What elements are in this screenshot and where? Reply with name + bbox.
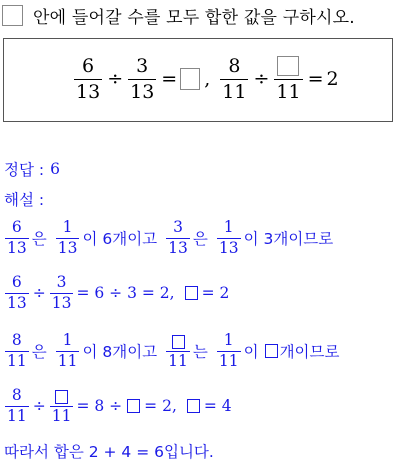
divide-sign: ÷	[253, 68, 270, 90]
answer-blank-icon	[2, 5, 23, 26]
conclusion-line	[4, 440, 214, 462]
explanation-label-line	[4, 188, 44, 210]
fraction: $\frac{8}{11}$	[7, 331, 27, 370]
fraction: $\frac{3}{13}$	[168, 218, 188, 257]
explanation-label: 해설 :	[4, 191, 45, 209]
question-instruction: 안에 들어갈 수를 모두 합한 값을 구하시오.	[33, 7, 355, 28]
fraction: $\frac{8}{11}$	[222, 54, 247, 103]
conclusion-text: 따라서 합은 2 + 4 = 6입니다.	[4, 443, 214, 461]
fraction-with-blank-numerator: 11	[166, 333, 190, 369]
blank-square-icon	[185, 286, 198, 300]
result-value: 2	[326, 68, 339, 90]
fraction: $\frac{1}{11}$	[218, 331, 239, 370]
blank-square-icon	[187, 399, 200, 413]
answer-line	[4, 158, 60, 180]
explanation-line-3: $\frac{8}{11}$ 은 $\frac{1}{11}$ 이 8개이고 11 는 $\frac{1}{11}$ 이 개이므로	[7, 331, 340, 370]
equals-sign: =	[307, 68, 324, 90]
answer-value: 6	[50, 160, 60, 178]
comma: ,	[204, 68, 211, 90]
fraction: $\frac{1}{13}$	[57, 218, 78, 257]
question-row	[2, 0, 355, 30]
explanation-line-2: $\frac{6}{13}$ ÷ $\frac{3}{13}$ = 6 ÷ 3 = 2, = 2	[7, 273, 230, 312]
explanation-line-1: $\frac{6}{13}$ 은 $\frac{1}{13}$ 이 6개이고 $\frac{3}{13}$ 은 $\frac{1}{13}$ 이 3개이므로	[7, 218, 334, 257]
problem-expression	[72, 56, 339, 102]
fraction: $\frac{8}{11}$	[7, 386, 27, 425]
fraction: $\frac{6}{13}$	[7, 218, 27, 257]
blank-square-icon	[265, 344, 278, 358]
equals-sign: =	[161, 68, 178, 90]
fraction: $\frac{1}{13}$	[218, 218, 239, 257]
explanation-line-4: $\frac{8}{11}$ ÷ 11 = 8 ÷ = 2, = 4	[7, 386, 232, 425]
answer-blank[interactable]	[277, 56, 299, 76]
blank-square-icon	[172, 335, 185, 349]
fraction: $\frac{6}{13}$	[7, 273, 27, 312]
fraction: $\frac{3}{13}$	[130, 54, 155, 103]
divide-sign: ÷	[107, 68, 124, 90]
answer-blank[interactable]	[180, 68, 200, 90]
fraction-with-blank-numerator: 11	[274, 56, 302, 102]
fraction: $\frac{6}{13}$	[76, 54, 101, 103]
answer-label: 정답 :	[4, 161, 45, 179]
blank-square-icon	[55, 390, 68, 404]
fraction: $\frac{3}{13}$	[51, 273, 72, 312]
fraction-with-blank-numerator: 11	[50, 388, 74, 424]
blank-square-icon	[127, 399, 140, 413]
fraction: $\frac{1}{11}$	[57, 331, 78, 370]
